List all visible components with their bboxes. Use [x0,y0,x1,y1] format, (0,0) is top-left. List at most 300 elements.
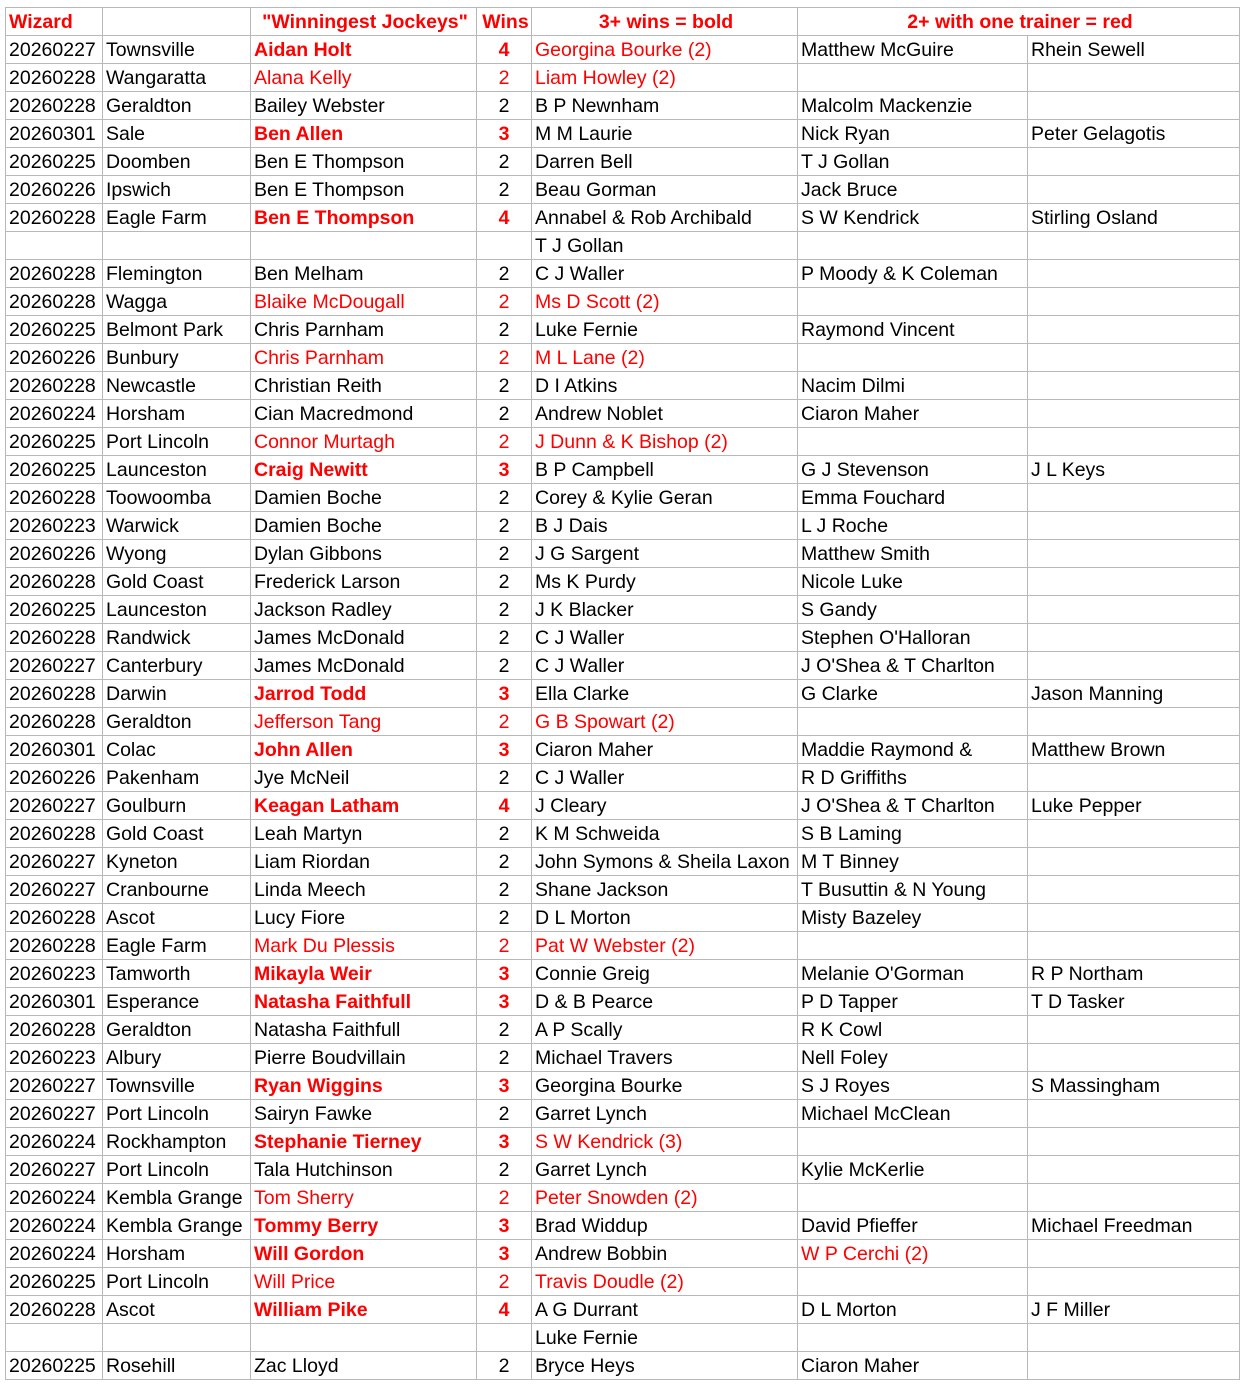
wins-cell: 2 [477,512,532,540]
header-trainer-1: 3+ wins = bold [532,8,798,36]
wins-cell: 2 [477,64,532,92]
jockey-cell: Cian Macredmond [251,400,477,428]
trainer-2-cell: Ciaron Maher [798,400,1028,428]
wins-cell: 2 [477,1100,532,1128]
trainer-1-cell: Garret Lynch [532,1156,798,1184]
trainer-2-cell [798,708,1028,736]
date-cell: 20260225 [6,1268,103,1296]
track-cell: Geraldton [103,1016,251,1044]
date-cell: 20260226 [6,764,103,792]
date-cell: 20260228 [6,372,103,400]
trainer-1-cell: G B Spowart (2) [532,708,798,736]
wins-cell: 3 [477,1128,532,1156]
trainer-1-cell: Georgina Bourke (2) [532,36,798,64]
date-cell: 20260227 [6,36,103,64]
trainer-3-cell [1028,1268,1240,1296]
track-cell: Wangaratta [103,64,251,92]
trainer-1-cell: Luke Fernie [532,1324,798,1352]
date-cell: 20260228 [6,288,103,316]
table-row [6,960,1240,988]
table-row [6,1352,1240,1380]
table-row [6,820,1240,848]
jockey-cell: Christian Reith [251,372,477,400]
trainer-3-cell [1028,624,1240,652]
wins-cell: 2 [477,176,532,204]
wins-cell: 2 [477,400,532,428]
trainer-3-cell [1028,176,1240,204]
trainer-2-cell: Melanie O'Gorman [798,960,1028,988]
jockey-cell: Jye McNeil [251,764,477,792]
track-cell: Darwin [103,680,251,708]
jockey-cell: Lucy Fiore [251,904,477,932]
trainer-1-cell: B P Newnham [532,92,798,120]
track-cell: Geraldton [103,92,251,120]
track-cell: Launceston [103,456,251,484]
date-cell: 20260228 [6,680,103,708]
date-cell: 20260223 [6,960,103,988]
table-row [6,1240,1240,1268]
table-row [6,232,1240,260]
trainer-1-cell: Shane Jackson [532,876,798,904]
track-cell: Ipswich [103,176,251,204]
table-row [6,568,1240,596]
trainer-2-cell: Nell Foley [798,1044,1028,1072]
track-cell: Townsville [103,1072,251,1100]
track-cell: Port Lincoln [103,1268,251,1296]
track-cell [103,1324,251,1352]
trainer-3-cell [1028,932,1240,960]
table-row [6,988,1240,1016]
wins-cell: 2 [477,904,532,932]
wins-cell: 2 [477,484,532,512]
wins-cell: 2 [477,344,532,372]
trainer-2-cell: Kylie McKerlie [798,1156,1028,1184]
jockey-cell: Keagan Latham [251,792,477,820]
trainer-1-cell: T J Gollan [532,232,798,260]
jockey-cell: Bailey Webster [251,92,477,120]
table-row [6,1072,1240,1100]
trainer-1-cell: J Dunn & K Bishop (2) [532,428,798,456]
trainer-2-cell: J O'Shea & T Charlton [798,652,1028,680]
trainer-2-cell [798,232,1028,260]
trainer-2-cell: S Gandy [798,596,1028,624]
track-cell: Doomben [103,148,251,176]
wins-cell: 4 [477,36,532,64]
table-row [6,540,1240,568]
trainer-2-cell: Raymond Vincent [798,316,1028,344]
track-cell: Horsham [103,1240,251,1268]
jockey-cell: Dylan Gibbons [251,540,477,568]
trainer-2-cell: S W Kendrick [798,204,1028,232]
jockey-cell: Jefferson Tang [251,708,477,736]
trainer-1-cell: K M Schweida [532,820,798,848]
trainer-3-cell: J F Miller [1028,1296,1240,1324]
trainer-2-cell: Michael McClean [798,1100,1028,1128]
wins-cell: 3 [477,736,532,764]
trainer-1-cell: S W Kendrick (3) [532,1128,798,1156]
jockey-cell: Leah Martyn [251,820,477,848]
trainer-2-cell [798,344,1028,372]
track-cell: Gold Coast [103,568,251,596]
table-row [6,848,1240,876]
jockey-cell: Stephanie Tierney [251,1128,477,1156]
trainer-2-cell [798,932,1028,960]
trainer-2-cell: M T Binney [798,848,1028,876]
winningest-jockeys-table [5,7,1240,1380]
track-cell: Eagle Farm [103,204,251,232]
trainer-3-cell [1028,344,1240,372]
date-cell: 20260225 [6,1352,103,1380]
track-cell: Sale [103,120,251,148]
trainer-3-cell: Peter Gelagotis [1028,120,1240,148]
jockey-cell: William Pike [251,1296,477,1324]
jockey-cell: Ben Melham [251,260,477,288]
trainer-2-cell: Nick Ryan [798,120,1028,148]
date-cell: 20260228 [6,624,103,652]
track-cell: Canterbury [103,652,251,680]
jockey-cell: Craig Newitt [251,456,477,484]
track-cell: Townsville [103,36,251,64]
wins-cell: 2 [477,708,532,736]
jockey-cell: Connor Murtagh [251,428,477,456]
track-cell: Belmont Park [103,316,251,344]
date-cell: 20260223 [6,512,103,540]
jockey-cell: Chris Parnham [251,316,477,344]
trainer-2-cell: Stephen O'Halloran [798,624,1028,652]
jockey-cell: Mikayla Weir [251,960,477,988]
trainer-1-cell: C J Waller [532,764,798,792]
trainer-1-cell: C J Waller [532,652,798,680]
jockey-cell: Pierre Boudvillain [251,1044,477,1072]
trainer-2-cell: S B Laming [798,820,1028,848]
table-row [6,1184,1240,1212]
wins-cell [477,1324,532,1352]
jockey-cell: Mark Du Plessis [251,932,477,960]
trainer-2-cell: L J Roche [798,512,1028,540]
jockey-cell: Sairyn Fawke [251,1100,477,1128]
trainer-3-cell [1028,512,1240,540]
trainer-1-cell: D & B Pearce [532,988,798,1016]
table-row [6,176,1240,204]
trainer-1-cell: Ciaron Maher [532,736,798,764]
date-cell: 20260224 [6,1212,103,1240]
track-cell: Pakenham [103,764,251,792]
trainer-3-cell: J L Keys [1028,456,1240,484]
table-row [6,148,1240,176]
trainer-3-cell [1028,708,1240,736]
trainer-3-cell: R P Northam [1028,960,1240,988]
trainer-2-cell: P D Tapper [798,988,1028,1016]
track-cell: Goulburn [103,792,251,820]
trainer-3-cell [1028,1044,1240,1072]
trainer-3-cell [1028,288,1240,316]
trainer-3-cell [1028,764,1240,792]
table-row [6,260,1240,288]
trainer-3-cell: S Massingham [1028,1072,1240,1100]
jockey-cell: Will Gordon [251,1240,477,1268]
date-cell: 20260301 [6,736,103,764]
trainer-1-cell: A P Scally [532,1016,798,1044]
trainer-2-cell: Nicole Luke [798,568,1028,596]
trainer-3-cell [1028,876,1240,904]
date-cell: 20260224 [6,400,103,428]
trainer-1-cell: Brad Widdup [532,1212,798,1240]
jockey-cell: Liam Riordan [251,848,477,876]
jockey-cell: Natasha Faithfull [251,1016,477,1044]
trainer-1-cell: Michael Travers [532,1044,798,1072]
trainer-3-cell: Luke Pepper [1028,792,1240,820]
jockey-cell: Alana Kelly [251,64,477,92]
table-row [6,204,1240,232]
date-cell: 20260223 [6,1044,103,1072]
wins-cell: 2 [477,428,532,456]
trainer-1-cell: Annabel & Rob Archibald [532,204,798,232]
trainer-1-cell: J Cleary [532,792,798,820]
trainer-3-cell [1028,1100,1240,1128]
trainer-2-cell: Malcolm Mackenzie [798,92,1028,120]
date-cell: 20260224 [6,1128,103,1156]
table-row [6,1100,1240,1128]
trainer-3-cell [1028,260,1240,288]
jockey-cell: Tom Sherry [251,1184,477,1212]
date-cell: 20260225 [6,456,103,484]
wins-cell: 2 [477,820,532,848]
trainer-3-cell [1028,568,1240,596]
date-cell: 20260227 [6,1156,103,1184]
wins-cell: 2 [477,596,532,624]
trainer-2-cell: Jack Bruce [798,176,1028,204]
wins-cell: 2 [477,764,532,792]
table-row [6,596,1240,624]
table-row [6,1212,1240,1240]
trainer-2-cell: T Busuttin & N Young [798,876,1028,904]
track-cell: Port Lincoln [103,1156,251,1184]
track-cell: Bunbury [103,344,251,372]
jockey-cell: Frederick Larson [251,568,477,596]
date-cell [6,1324,103,1352]
table-row [6,344,1240,372]
trainer-1-cell: J K Blacker [532,596,798,624]
trainer-3-cell [1028,148,1240,176]
track-cell: Ascot [103,1296,251,1324]
wins-cell: 4 [477,204,532,232]
table-row [6,456,1240,484]
trainer-2-cell [798,1184,1028,1212]
jockey-cell: Ryan Wiggins [251,1072,477,1100]
trainer-1-cell: Pat W Webster (2) [532,932,798,960]
date-cell: 20260227 [6,876,103,904]
table-row [6,1016,1240,1044]
trainer-3-cell [1028,316,1240,344]
trainer-2-cell: W P Cerchi (2) [798,1240,1028,1268]
date-cell: 20260228 [6,1296,103,1324]
trainer-1-cell: Georgina Bourke [532,1072,798,1100]
trainer-2-cell [798,1324,1028,1352]
trainer-2-cell: S J Royes [798,1072,1028,1100]
date-cell: 20260227 [6,1100,103,1128]
trainer-2-cell: J O'Shea & T Charlton [798,792,1028,820]
date-cell: 20260301 [6,120,103,148]
wins-cell: 2 [477,260,532,288]
wins-cell: 3 [477,120,532,148]
date-cell: 20260226 [6,176,103,204]
wins-cell: 2 [477,1044,532,1072]
trainer-3-cell: Matthew Brown [1028,736,1240,764]
table-row [6,680,1240,708]
trainer-3-cell: Rhein Sewell [1028,36,1240,64]
date-cell: 20260226 [6,344,103,372]
trainer-2-cell: G J Stevenson [798,456,1028,484]
trainer-1-cell: D I Atkins [532,372,798,400]
trainer-1-cell: B P Campbell [532,456,798,484]
jockey-cell: John Allen [251,736,477,764]
table-row [6,288,1240,316]
track-cell: Port Lincoln [103,1100,251,1128]
trainer-3-cell [1028,820,1240,848]
trainer-2-cell: Ciaron Maher [798,1352,1028,1380]
date-cell: 20260227 [6,792,103,820]
jockey-cell: Natasha Faithfull [251,988,477,1016]
trainer-1-cell: Garret Lynch [532,1100,798,1128]
trainer-3-cell [1028,484,1240,512]
table-row [6,1156,1240,1184]
trainer-2-cell: Nacim Dilmi [798,372,1028,400]
date-cell: 20260228 [6,92,103,120]
trainer-2-cell [798,1268,1028,1296]
date-cell: 20260228 [6,932,103,960]
wins-cell: 3 [477,680,532,708]
trainer-1-cell: D L Morton [532,904,798,932]
trainer-3-cell [1028,1128,1240,1156]
wins-cell: 2 [477,316,532,344]
date-cell: 20260228 [6,568,103,596]
trainer-2-cell: Matthew McGuire [798,36,1028,64]
table-row [6,1128,1240,1156]
trainer-1-cell: Andrew Noblet [532,400,798,428]
date-cell: 20260228 [6,484,103,512]
wins-cell: 2 [477,92,532,120]
track-cell: Colac [103,736,251,764]
jockey-cell: Tala Hutchinson [251,1156,477,1184]
wins-cell: 3 [477,960,532,988]
trainer-3-cell [1028,400,1240,428]
table-row [6,120,1240,148]
track-cell: Flemington [103,260,251,288]
wins-cell: 2 [477,288,532,316]
date-cell: 20260228 [6,904,103,932]
table-row [6,1268,1240,1296]
trainer-2-cell: Matthew Smith [798,540,1028,568]
trainer-1-cell: John Symons & Sheila Laxon [532,848,798,876]
wins-cell: 2 [477,1184,532,1212]
table-row [6,484,1240,512]
wins-cell: 2 [477,372,532,400]
jockey-cell: Linda Meech [251,876,477,904]
trainer-1-cell: J G Sargent [532,540,798,568]
trainer-1-cell: M L Lane (2) [532,344,798,372]
trainer-1-cell: Luke Fernie [532,316,798,344]
date-cell: 20260227 [6,652,103,680]
jockey-cell: Aidan Holt [251,36,477,64]
trainer-2-cell [798,64,1028,92]
header-wizard: Wizard [6,8,103,36]
track-cell: Toowoomba [103,484,251,512]
trainer-1-cell: B J Dais [532,512,798,540]
trainer-3-cell [1028,652,1240,680]
trainer-2-cell: Misty Bazeley [798,904,1028,932]
trainer-1-cell: Darren Bell [532,148,798,176]
table-row [6,400,1240,428]
jockey-cell: Ben E Thompson [251,204,477,232]
header-wins: Wins [477,8,532,36]
trainer-1-cell: Peter Snowden (2) [532,1184,798,1212]
trainer-1-cell: C J Waller [532,260,798,288]
date-cell: 20260226 [6,540,103,568]
table-row [6,1296,1240,1324]
table-row [6,652,1240,680]
jockey-cell: Damien Boche [251,484,477,512]
track-cell: Warwick [103,512,251,540]
date-cell: 20260224 [6,1240,103,1268]
date-cell: 20260228 [6,204,103,232]
header-row [6,8,1240,36]
jockey-cell: Ben E Thompson [251,148,477,176]
trainer-1-cell: Liam Howley (2) [532,64,798,92]
trainer-3-cell [1028,372,1240,400]
trainer-3-cell [1028,540,1240,568]
track-cell: Launceston [103,596,251,624]
jockey-cell: Will Price [251,1268,477,1296]
trainer-1-cell: Andrew Bobbin [532,1240,798,1268]
track-cell: Ascot [103,904,251,932]
table-row [6,876,1240,904]
track-cell: Tamworth [103,960,251,988]
trainer-3-cell [1028,1352,1240,1380]
trainer-3-cell [1028,1156,1240,1184]
date-cell [6,232,103,260]
date-cell: 20260227 [6,1072,103,1100]
trainer-2-cell: G Clarke [798,680,1028,708]
track-cell: Esperance [103,988,251,1016]
table-row [6,92,1240,120]
track-cell: Kembla Grange [103,1184,251,1212]
table-row [6,1044,1240,1072]
date-cell: 20260228 [6,64,103,92]
jockey-cell: Jackson Radley [251,596,477,624]
track-cell: Wyong [103,540,251,568]
jockey-cell [251,232,477,260]
jockey-cell [251,1324,477,1352]
table-row [6,512,1240,540]
wins-cell: 2 [477,1156,532,1184]
track-cell: Rosehill [103,1352,251,1380]
trainer-2-cell [798,428,1028,456]
table-row [6,764,1240,792]
jockey-cell: James McDonald [251,624,477,652]
trainer-1-cell: Ms K Purdy [532,568,798,596]
trainer-3-cell [1028,428,1240,456]
track-cell: Port Lincoln [103,428,251,456]
table-row [6,36,1240,64]
trainer-3-cell [1028,848,1240,876]
wins-cell: 2 [477,876,532,904]
trainer-1-cell: Travis Doudle (2) [532,1268,798,1296]
header-jockey: "Winningest Jockeys" [251,8,477,36]
wins-cell: 2 [477,148,532,176]
trainer-2-cell [798,288,1028,316]
trainer-3-cell: Michael Freedman [1028,1212,1240,1240]
track-cell: Gold Coast [103,820,251,848]
